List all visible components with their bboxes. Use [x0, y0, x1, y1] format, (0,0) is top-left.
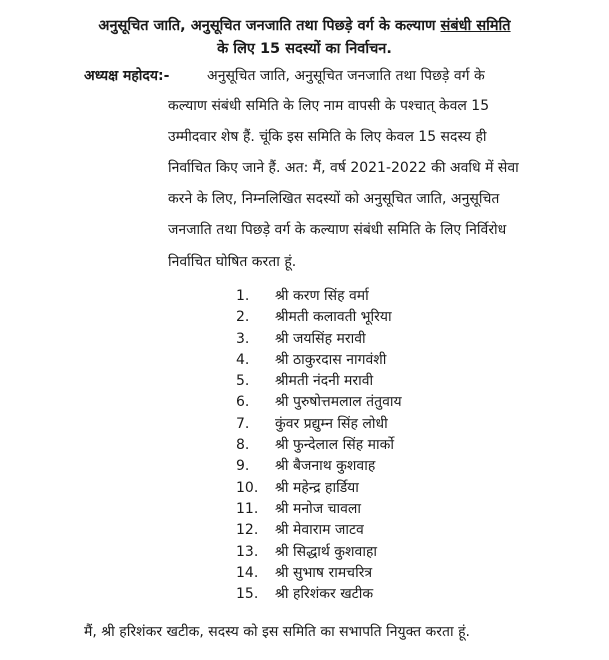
- member-number: 15.: [236, 586, 259, 603]
- list-item: [0, 520, 609, 541]
- paragraph-line-1: अनुसूचित जाति, अनुसूचित जनजाति तथा पिछड़े वर्ग के: [207, 68, 485, 84]
- member-number: 7.: [236, 415, 250, 432]
- member-number: 13.: [236, 543, 259, 560]
- member-name: श्री सिद्धार्थ कुशवाहा: [275, 543, 378, 560]
- list-item: [0, 371, 609, 392]
- paragraph-line-3: उम्मीदवार शेष हैं. चूंकि इस समिति के लिए केवल 15 सदस्य ही: [168, 129, 487, 145]
- member-name: श्री बैजनाथ कुशवाह: [275, 458, 376, 475]
- member-number: 2.: [236, 309, 250, 326]
- member-number: 4.: [236, 351, 250, 368]
- list-item: [0, 392, 609, 413]
- members-list: [0, 286, 609, 605]
- member-number: 11.: [236, 500, 259, 517]
- member-number: 6.: [236, 394, 250, 411]
- closing-statement: मैं, श्री हरिशंकर खटीक, सदस्य को इस समिति का सभापति नियुक्त करता हूं.: [84, 624, 470, 640]
- speaker-label: अध्यक्ष महोदय:-: [84, 68, 170, 84]
- member-number: 5.: [236, 373, 250, 390]
- member-name: श्री जयसिंह मरावी: [275, 330, 366, 347]
- member-number: 14.: [236, 564, 259, 581]
- list-item: [0, 329, 609, 350]
- member-number: 10.: [236, 479, 259, 496]
- list-item: [0, 456, 609, 477]
- list-item: [0, 414, 609, 435]
- member-name: कुंवर प्रद्युम्न सिंह लोधी: [275, 415, 388, 432]
- list-item: [0, 350, 609, 371]
- member-name: श्री ठाकुरदास नागवंशी: [275, 351, 387, 368]
- member-number: 12.: [236, 522, 259, 539]
- list-item: [0, 563, 609, 584]
- paragraph-line-6: जनजाति तथा पिछड़े वर्ग के कल्याण संबंधी समिति के लिए निर्विरोध: [168, 222, 507, 238]
- member-name: श्री पुरुषोत्तमलाल तंतुवाय: [275, 394, 402, 411]
- paragraph-line-5: करने के लिए, निम्नलिखित सदस्यों को अनुसूचित जाति, अनुसूचित: [168, 191, 500, 207]
- member-number: 1.: [236, 288, 250, 304]
- list-item: [0, 542, 609, 563]
- paragraph-line-7: निर्वाचित घोषित करता हूं.: [168, 254, 297, 270]
- member-name: श्रीमती कलावती भूरिया: [275, 309, 392, 326]
- list-item: [0, 478, 609, 499]
- member-name: श्री करण सिंह वर्मा: [275, 288, 369, 304]
- member-name: श्री फुन्देलाल सिंह मार्को: [275, 437, 394, 454]
- member-number: 8.: [236, 437, 250, 454]
- list-item: [0, 286, 609, 307]
- member-name: श्री सुभाष रामचरित्र: [275, 564, 373, 581]
- member-number: 9.: [236, 458, 250, 475]
- member-name: श्री मेवाराम जाटव: [275, 522, 364, 539]
- list-item: [0, 584, 609, 605]
- paragraph-line-4: निर्वाचित किए जाने हैं. अत: मैं, वर्ष 2021-2022 की अवधि में सेवा: [168, 160, 519, 176]
- member-name: श्री हरिशंकर खटीक: [275, 586, 374, 603]
- list-item: [0, 307, 609, 328]
- member-name: श्री मनोज चावला: [275, 500, 362, 517]
- list-item: [0, 435, 609, 456]
- paragraph-line-2: कल्याण संबंधी समिति के लिए नाम वापसी के पश्चात् केवल 15: [168, 98, 490, 114]
- title-plain-text: अनुसूचित जाति, अनुसूचित जनजाति तथा पिछड़े वर्ग के कल्याण: [98, 18, 441, 34]
- list-item: [0, 499, 609, 520]
- member-name: श्री महेन्द्र हार्डिया: [275, 479, 359, 496]
- document-title-line-1: [40, 15, 569, 37]
- member-number: 3.: [236, 330, 250, 347]
- title-underlined-text: संबंधी समिति: [440, 18, 511, 34]
- document-title-line-2: के लिए 15 सदस्यों का निर्वाचन.: [217, 41, 392, 57]
- member-name: श्रीमती नंदनी मरावी: [275, 373, 374, 390]
